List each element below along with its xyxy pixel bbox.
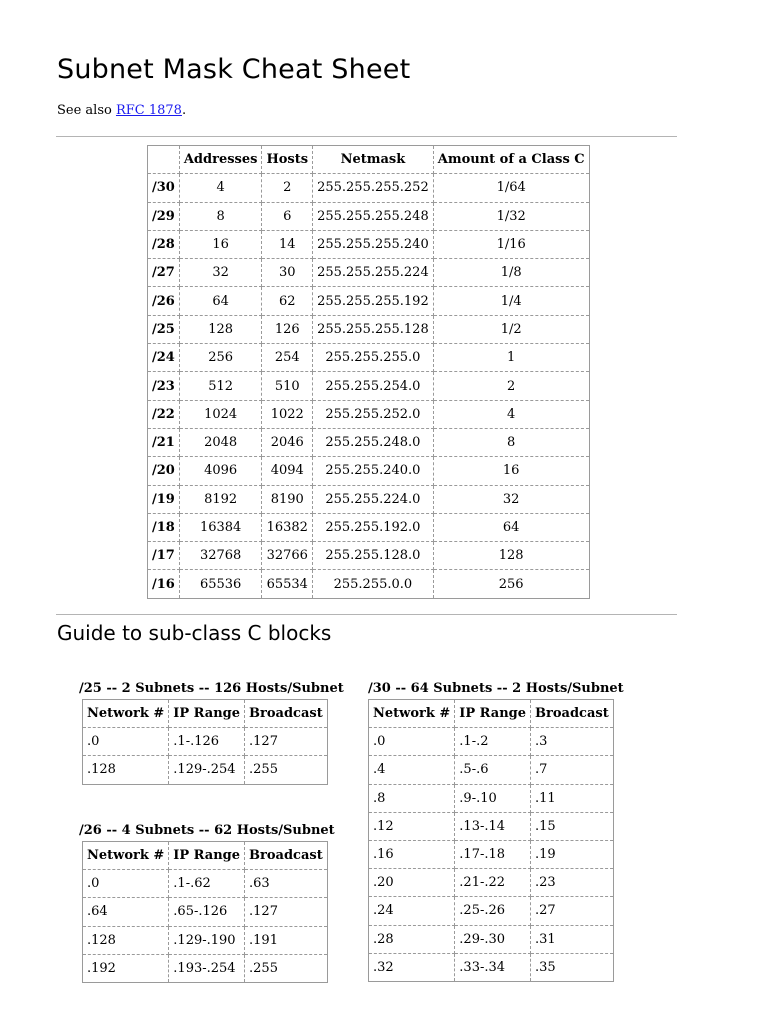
table-cell: 16: [433, 457, 589, 485]
see-also-suffix: .: [181, 103, 187, 118]
table-cell: .12: [369, 812, 455, 840]
table-cell: 256: [179, 344, 262, 372]
table-cell: 2: [262, 174, 313, 202]
table-cell: .128: [83, 926, 169, 954]
table-cell: /20: [148, 457, 180, 485]
table-cell: 1/64: [433, 174, 589, 202]
table-cell: .13-.14: [455, 812, 531, 840]
table-row: [148, 400, 590, 428]
table-cell: .28: [369, 925, 455, 953]
table-cell: .23: [531, 869, 614, 897]
table-cell: 255.255.192.0: [313, 513, 434, 541]
block-26-caption: /26 -- 4 Subnets -- 62 Hosts/Subnet: [79, 823, 335, 838]
table-cell: /28: [148, 230, 180, 258]
column-header: Network #: [83, 842, 169, 870]
table-cell: /16: [148, 570, 180, 598]
table-cell: 1/2: [433, 315, 589, 343]
table-cell: 1: [433, 344, 589, 372]
table-cell: 255.255.255.224: [313, 259, 434, 287]
block-30-table: [368, 699, 614, 982]
table-cell: /22: [148, 400, 180, 428]
table-cell: 255.255.255.128: [313, 315, 434, 343]
table-row: [369, 812, 614, 840]
table-cell: 65536: [179, 570, 262, 598]
table-cell: .191: [245, 926, 328, 954]
divider-section: [56, 614, 677, 615]
table-row: [148, 259, 590, 287]
table-cell: .127: [245, 898, 328, 926]
table-cell: 32: [179, 259, 262, 287]
table-row: [83, 898, 328, 926]
table-cell: .192: [83, 954, 169, 982]
table-cell: /25: [148, 315, 180, 343]
table-cell: .19: [531, 840, 614, 868]
table-cell: /29: [148, 202, 180, 230]
table-cell: 16: [179, 230, 262, 258]
column-header: Amount of a Class C: [433, 146, 589, 174]
table-cell: .27: [531, 897, 614, 925]
table-row: [148, 485, 590, 513]
header-row: [369, 700, 614, 728]
see-also-prefix: See also: [57, 103, 116, 118]
block-25-table: [82, 699, 328, 785]
table-cell: .17-.18: [455, 840, 531, 868]
table-cell: .4: [369, 756, 455, 784]
block-26-table: [82, 841, 328, 983]
table-cell: /21: [148, 428, 180, 456]
table-cell: 8: [433, 428, 589, 456]
table-cell: 4: [433, 400, 589, 428]
table-row: [83, 756, 328, 784]
table-cell: 255.255.240.0: [313, 457, 434, 485]
table-cell: /23: [148, 372, 180, 400]
table-row: [148, 570, 590, 598]
table-row: [369, 869, 614, 897]
table-cell: .193-.254: [169, 954, 245, 982]
divider-top: [56, 136, 677, 137]
header-row: [83, 700, 328, 728]
table-row: [148, 315, 590, 343]
table-row: [148, 428, 590, 456]
table-cell: /19: [148, 485, 180, 513]
table-cell: 16384: [179, 513, 262, 541]
page-title: Subnet Mask Cheat Sheet: [57, 54, 411, 85]
table-cell: 62: [262, 287, 313, 315]
table-cell: .3: [531, 728, 614, 756]
table-cell: 16382: [262, 513, 313, 541]
table-cell: .8: [369, 784, 455, 812]
table-cell: 1/8: [433, 259, 589, 287]
table-cell: 255.255.255.0: [313, 344, 434, 372]
table-cell: .5-.6: [455, 756, 531, 784]
block-30-caption: /30 -- 64 Subnets -- 2 Hosts/Subnet: [368, 681, 624, 696]
table-cell: .65-.126: [169, 898, 245, 926]
block-25-caption: /25 -- 2 Subnets -- 126 Hosts/Subnet: [79, 681, 344, 696]
table-cell: .20: [369, 869, 455, 897]
table-cell: 255.255.128.0: [313, 542, 434, 570]
table-row: [148, 287, 590, 315]
table-cell: .7: [531, 756, 614, 784]
table-cell: 8: [179, 202, 262, 230]
table-cell: .128: [83, 756, 169, 784]
column-header: Addresses: [179, 146, 262, 174]
table-cell: 8192: [179, 485, 262, 513]
table-cell: 255.255.248.0: [313, 428, 434, 456]
table-cell: 1022: [262, 400, 313, 428]
table-cell: 6: [262, 202, 313, 230]
table-row: [369, 925, 614, 953]
table-cell: /17: [148, 542, 180, 570]
column-header: IP Range: [455, 700, 531, 728]
table-cell: .35: [531, 953, 614, 981]
table-cell: 255.255.254.0: [313, 372, 434, 400]
section-title: Guide to sub-class C blocks: [57, 621, 332, 645]
table-cell: 2: [433, 372, 589, 400]
table-cell: .24: [369, 897, 455, 925]
column-header: Broadcast: [245, 700, 328, 728]
table-cell: /30: [148, 174, 180, 202]
table-row: [148, 202, 590, 230]
column-header: Broadcast: [531, 700, 614, 728]
table-cell: .9-.10: [455, 784, 531, 812]
table-cell: 255.255.252.0: [313, 400, 434, 428]
table-cell: .255: [245, 954, 328, 982]
table-row: [369, 840, 614, 868]
table-cell: .0: [369, 728, 455, 756]
table-row: [369, 953, 614, 981]
column-header: Hosts: [262, 146, 313, 174]
table-cell: .0: [83, 728, 169, 756]
table-cell: 512: [179, 372, 262, 400]
table-cell: .33-.34: [455, 953, 531, 981]
table-cell: 254: [262, 344, 313, 372]
table-cell: .129-.190: [169, 926, 245, 954]
table-cell: 65534: [262, 570, 313, 598]
column-header: IP Range: [169, 842, 245, 870]
table-cell: 1/4: [433, 287, 589, 315]
table-cell: 255.255.255.192: [313, 287, 434, 315]
table-row: [148, 344, 590, 372]
table-cell: /18: [148, 513, 180, 541]
column-header: Netmask: [313, 146, 434, 174]
table-cell: 64: [433, 513, 589, 541]
table-cell: 1/32: [433, 202, 589, 230]
table-cell: 2048: [179, 428, 262, 456]
column-header: IP Range: [169, 700, 245, 728]
table-row: [148, 457, 590, 485]
table-cell: .1-.2: [455, 728, 531, 756]
table-cell: .255: [245, 756, 328, 784]
table-cell: .31: [531, 925, 614, 953]
table-cell: .1-.62: [169, 870, 245, 898]
table-cell: 510: [262, 372, 313, 400]
table-row: [369, 728, 614, 756]
table-cell: .1-.126: [169, 728, 245, 756]
header-row: [148, 146, 590, 174]
table-row: [148, 230, 590, 258]
column-header: [148, 146, 180, 174]
table-cell: 32: [433, 485, 589, 513]
table-row: [369, 756, 614, 784]
table-cell: 256: [433, 570, 589, 598]
table-cell: 255.255.255.252: [313, 174, 434, 202]
table-cell: /27: [148, 259, 180, 287]
table-cell: 64: [179, 287, 262, 315]
table-cell: 128: [433, 542, 589, 570]
subnet-mask-table: [147, 145, 590, 599]
table-cell: 1024: [179, 400, 262, 428]
table-cell: 4094: [262, 457, 313, 485]
table-cell: .129-.254: [169, 756, 245, 784]
column-header: Network #: [83, 700, 169, 728]
table-cell: .63: [245, 870, 328, 898]
table-cell: .21-.22: [455, 869, 531, 897]
table-cell: 255.255.255.240: [313, 230, 434, 258]
table-cell: .127: [245, 728, 328, 756]
table-cell: .11: [531, 784, 614, 812]
column-header: Network #: [369, 700, 455, 728]
table-cell: .15: [531, 812, 614, 840]
table-cell: 4: [179, 174, 262, 202]
table-row: [83, 954, 328, 982]
table-cell: /26: [148, 287, 180, 315]
table-row: [148, 513, 590, 541]
table-row: [83, 728, 328, 756]
table-cell: 4096: [179, 457, 262, 485]
table-row: [369, 784, 614, 812]
table-cell: 32768: [179, 542, 262, 570]
column-header: Broadcast: [245, 842, 328, 870]
table-row: [83, 870, 328, 898]
table-cell: 1/16: [433, 230, 589, 258]
table-cell: 255.255.224.0: [313, 485, 434, 513]
table-cell: 2046: [262, 428, 313, 456]
header-row: [83, 842, 328, 870]
see-also-line: [57, 103, 186, 118]
table-cell: 255.255.0.0: [313, 570, 434, 598]
table-row: [369, 897, 614, 925]
table-row: [83, 926, 328, 954]
table-row: [148, 542, 590, 570]
table-row: [148, 174, 590, 202]
table-cell: .16: [369, 840, 455, 868]
table-cell: 255.255.255.248: [313, 202, 434, 230]
table-cell: .25-.26: [455, 897, 531, 925]
table-cell: .0: [83, 870, 169, 898]
table-row: [148, 372, 590, 400]
table-cell: /24: [148, 344, 180, 372]
table-cell: 128: [179, 315, 262, 343]
table-cell: 8190: [262, 485, 313, 513]
table-cell: .64: [83, 898, 169, 926]
table-cell: .29-.30: [455, 925, 531, 953]
table-cell: 32766: [262, 542, 313, 570]
table-cell: 30: [262, 259, 313, 287]
table-cell: 126: [262, 315, 313, 343]
rfc-1878-link[interactable]: RFC 1878: [115, 103, 182, 118]
table-cell: .32: [369, 953, 455, 981]
table-cell: 14: [262, 230, 313, 258]
